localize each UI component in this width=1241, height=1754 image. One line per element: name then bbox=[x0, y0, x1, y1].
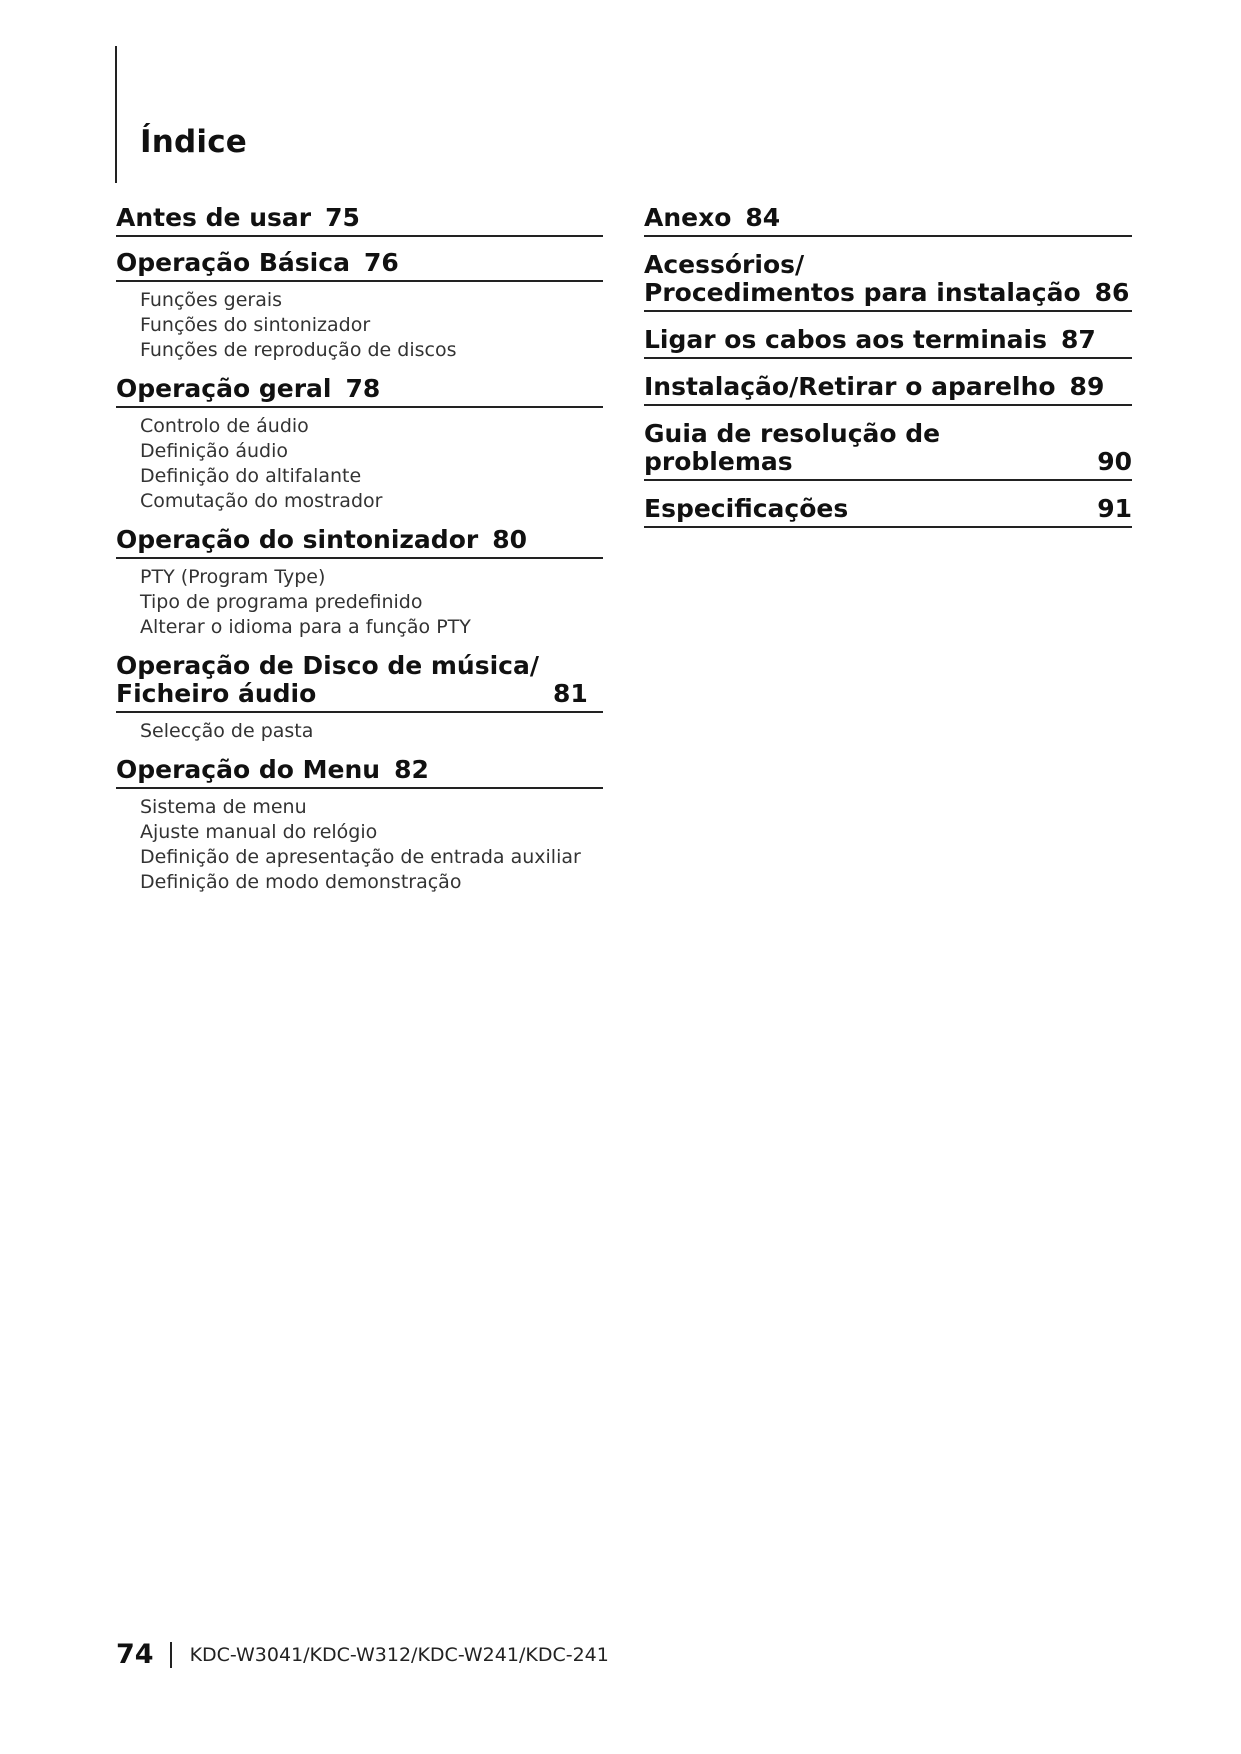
toc-heading-title: Acessórios/ Procedimentos para instalação bbox=[644, 250, 1081, 307]
toc-sub-item[interactable]: Definição do altifalante bbox=[140, 465, 362, 487]
toc-heading-title: Operação de Disco de música/ Ficheiro áudio bbox=[116, 651, 539, 708]
toc-heading[interactable] bbox=[644, 326, 1132, 359]
toc-heading-page: 75 bbox=[325, 203, 360, 232]
toc-heading-page: 89 bbox=[1069, 372, 1105, 401]
toc-heading-title: Operação geral bbox=[116, 374, 332, 403]
toc-sub-list bbox=[140, 719, 603, 744]
toc-section bbox=[116, 526, 603, 640]
toc-heading[interactable] bbox=[116, 756, 603, 789]
toc-heading-page: 76 bbox=[363, 248, 399, 277]
toc-sub-item[interactable]: Funções de reprodução de discos bbox=[140, 339, 457, 361]
footer-model-list: KDC-W3041/KDC-W312/KDC-W241/KDC-241 bbox=[189, 1643, 609, 1666]
toc-left-column bbox=[116, 204, 603, 907]
toc-sub-item[interactable]: Definição áudio bbox=[140, 440, 289, 462]
toc-right-column bbox=[644, 204, 1132, 542]
toc-sub-item[interactable]: Definição de apresentação de entrada auxiliar bbox=[140, 846, 581, 868]
toc-heading-page: 82 bbox=[394, 755, 429, 784]
toc-sub-item[interactable]: Controlo de áudio bbox=[140, 415, 309, 437]
toc-heading[interactable] bbox=[644, 204, 1132, 237]
toc-section bbox=[116, 249, 603, 363]
toc-heading-title: Operação Básica bbox=[116, 248, 350, 277]
toc-sub-item[interactable]: PTY (Program Type) bbox=[140, 566, 326, 588]
toc-sub-item[interactable]: Funções gerais bbox=[140, 289, 283, 311]
toc-heading-page: 91 bbox=[1097, 494, 1132, 523]
toc-section bbox=[644, 495, 1132, 528]
toc-heading-title: Especificações bbox=[644, 494, 849, 523]
toc-heading[interactable] bbox=[116, 652, 603, 713]
toc-heading-page: 84 bbox=[745, 203, 781, 232]
toc-section bbox=[644, 204, 1132, 237]
toc-section bbox=[644, 251, 1132, 312]
toc-heading[interactable] bbox=[644, 251, 1132, 312]
toc-heading-page: 90 bbox=[1097, 447, 1132, 476]
toc-heading[interactable] bbox=[644, 420, 1132, 481]
toc-heading-page: 80 bbox=[492, 525, 528, 554]
toc-section bbox=[644, 326, 1132, 359]
footer-separator bbox=[170, 1642, 172, 1668]
toc-section bbox=[644, 373, 1132, 406]
toc-heading-title: Operação do sintonizador bbox=[116, 525, 479, 554]
toc-sub-item[interactable]: Tipo de programa predefinido bbox=[140, 591, 423, 613]
toc-section bbox=[116, 204, 603, 237]
toc-heading-title: Antes de usar bbox=[116, 203, 312, 232]
toc-section bbox=[116, 652, 603, 744]
toc-heading[interactable] bbox=[116, 526, 603, 559]
toc-sub-item[interactable]: Definição de modo demonstração bbox=[140, 871, 462, 893]
toc-sub-item[interactable]: Funções do sintonizador bbox=[140, 314, 371, 336]
toc-heading-page: 86 bbox=[1094, 278, 1130, 307]
toc-sub-item[interactable]: Alterar o idioma para a função PTY bbox=[140, 616, 471, 638]
footer-page-number: 74 bbox=[116, 1639, 154, 1670]
toc-heading[interactable] bbox=[116, 204, 603, 237]
toc-heading-title: Operação do Menu bbox=[116, 755, 381, 784]
toc-heading-page: 81 bbox=[553, 679, 588, 708]
toc-section bbox=[644, 420, 1132, 481]
toc-heading-title: Instalação/Retirar o aparelho bbox=[644, 372, 1056, 401]
toc-heading-title: Ligar os cabos aos terminais bbox=[644, 325, 1048, 354]
toc-heading-page: 78 bbox=[345, 374, 381, 403]
page-title: Índice bbox=[140, 124, 248, 160]
toc-sub-list bbox=[140, 288, 603, 363]
toc-heading-title: Guia de resolução de problemas bbox=[644, 419, 941, 476]
toc-sub-list bbox=[140, 414, 603, 514]
toc-heading[interactable] bbox=[644, 495, 1132, 528]
toc-heading[interactable] bbox=[116, 249, 603, 282]
toc-sub-list bbox=[140, 795, 603, 895]
toc-sub-item[interactable]: Ajuste manual do relógio bbox=[140, 821, 378, 843]
toc-sub-list bbox=[140, 565, 603, 640]
toc-sub-item[interactable]: Sistema de menu bbox=[140, 796, 307, 818]
footer bbox=[116, 1639, 609, 1670]
toc-heading[interactable] bbox=[644, 373, 1132, 406]
toc-section bbox=[116, 375, 603, 514]
toc-heading[interactable] bbox=[116, 375, 603, 408]
title-rule bbox=[115, 46, 117, 183]
toc-heading-title: Anexo bbox=[644, 203, 732, 232]
toc-heading-page: 87 bbox=[1061, 325, 1096, 354]
toc-sub-item[interactable]: Comutação do mostrador bbox=[140, 490, 383, 512]
toc-sub-item[interactable]: Selecção de pasta bbox=[140, 720, 314, 742]
toc-section bbox=[116, 756, 603, 895]
